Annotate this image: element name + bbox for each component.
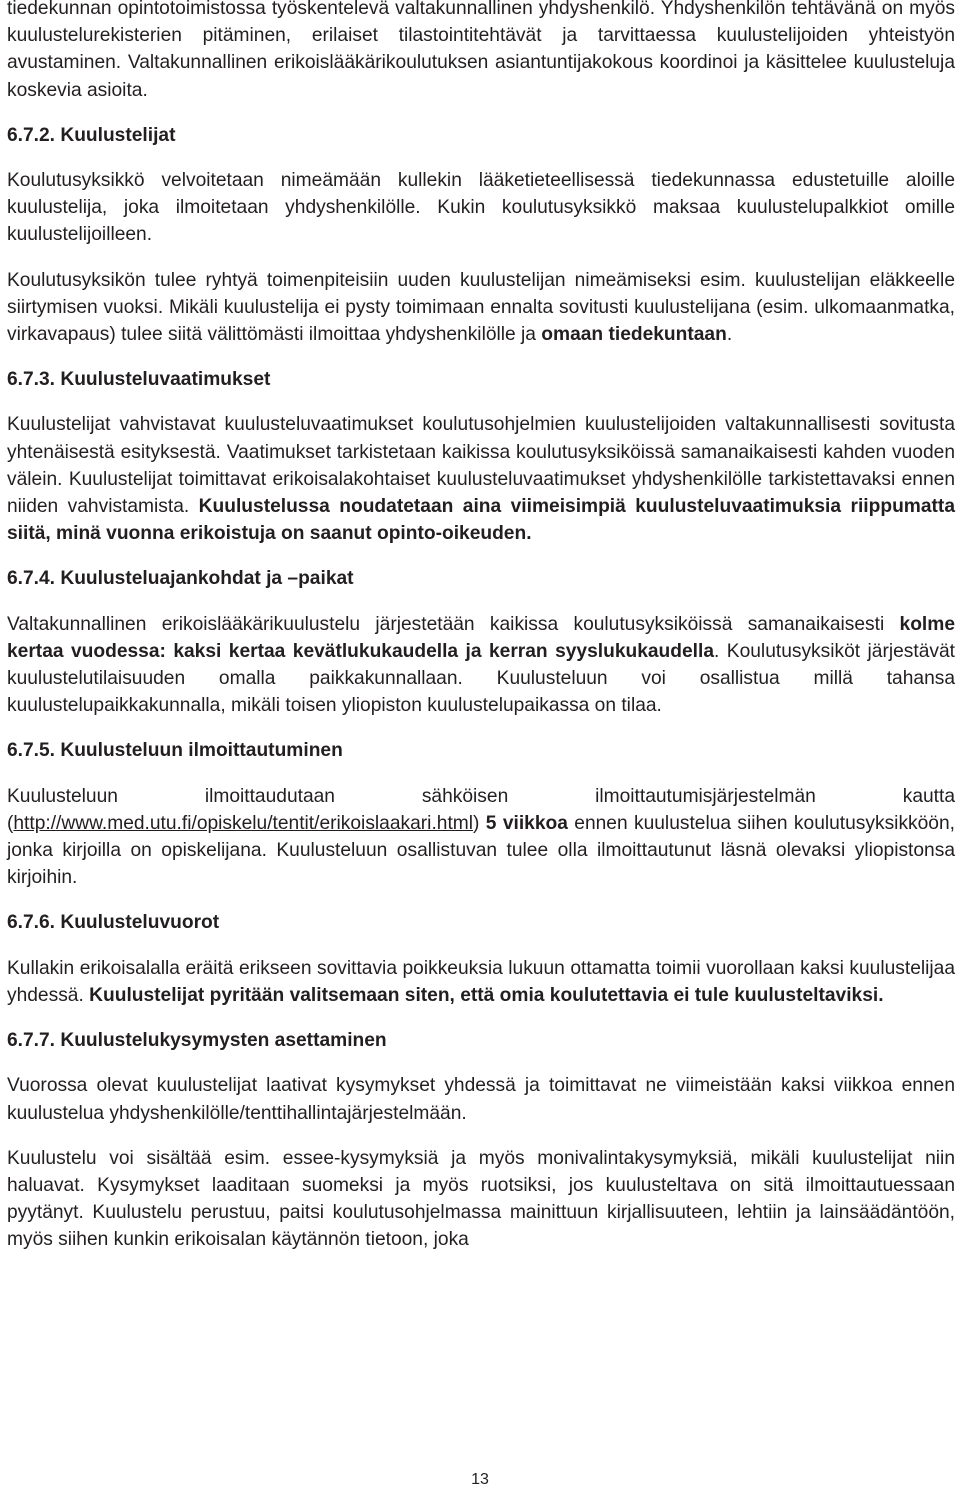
section-heading-6-7-5: 6.7.5. Kuulusteluun ilmoittautuminen: [7, 740, 343, 762]
text-span: ): [473, 812, 486, 834]
text-span: . Koulutusyksiköt järjestävät kuulustelutilaisuuden omalla paikkakunnallaan. Kuulusteluun voi osallistua millä tahansa kuulustelupaikkakunnalla, mikäli toisen yliopiston kuulustelupaikassa on tilaa.: [7, 640, 955, 717]
text-span: .: [726, 324, 733, 346]
ilmoittautuminen-paragraph: [7, 783, 955, 892]
section-heading-6-7-7: 6.7.7. Kuulustelukysymysten asettaminen: [7, 1030, 387, 1052]
vuorot-paragraph: [7, 955, 955, 1009]
intro-text: tiedekunnan opintotoimistossa työskentelevä valtakunnallinen yhdyshenkilö. Yhdyshenkilön tehtävänä on myös kuulustelurekisterien pitäminen, erilaiset tilastointitehtävät ja tarvittaessa kuulustelijoiden yhteistyön avustaminen. Valtakunnallinen erikoislääkärikoulutuksen asiantuntijakokous koordinoi ja käsittelee kuulusteluja koskevia asioita.: [7, 0, 955, 101]
text-span: Kullakin erikoisalalla eräitä erikseen sovittavia poikkeuksia lukuun ottamatta toimii vuorollaan kaksi kuulustelijaa yhdessä.: [7, 957, 955, 1006]
bold-text: Kuulustelussa noudatetaan aina viimeisimpiä kuulusteluvaatimuksia riippumatta siitä, minä vuonna erikoistuja on saanut opinto-oikeuden.: [7, 496, 955, 545]
intro-paragraph: [7, 0, 955, 104]
kysymykset-paragraph-2: Kuulustelu voi sisältää esim. essee-kysymyksiä ja myös monivalintakysymyksiä, mikäli kuulustelijat niin haluavat. Kysymykset laaditaan suomeksi ja myös ruotsiksi, jos kuulusteltava on sitä ilmoittautuessaan pyytänyt. Kuulustelu perustuu, paitsi koulutusohjelmassa mainittuun kirjallisuuteen, lehtiin ja lainsäädäntöön, myös siihen kunkin erikoisalan käytännön tietoon, joka: [7, 1147, 955, 1251]
text-span: ennen kuulustelua siihen koulutusyksikköön, jonka kirjoilla on opiskelijana. Kuulusteluun osallistuvan tulee olla ilmoittautunut läsnä olevaksi yliopistonsa kirjoihin.: [7, 812, 955, 889]
text-span: Kuulustelijat vahvistavat kuulusteluvaatimukset koulutusohjelmien kuulustelijoiden valtakunnallisesti sovitusta yhtenäisestä esityksestä. Vaatimukset tarkistetaan kaikissa koulutusyksiköissä samanaikaisesti kahden vuoden välein. Kuulustelijat toimittavat erikoisalakohtaiset kuulusteluvaatimukset yhdyshenkilölle tarkistettavaksi ennen niiden vahvistamista.: [7, 414, 955, 518]
text-span: Koulutusyksikön tulee ryhtyä toimenpiteisiin uuden kuulustelijan nimeämiseksi esim. kuulustelijan eläkkeelle siirtymisen vuoksi. Mikäli kuulustelija ei pysty toimimaan ennalta sovitusti kuulustelijana (esim. ulkomaanmatka, virkavapaus) tulee siitä välittömästi ilmoittaa yhdyshenkilölle ja: [7, 269, 955, 346]
text-span: Kuulusteluun ilmoittaudutaan sähköisen ilmoittautumisjärjestelmän kautta (: [7, 785, 955, 834]
registration-link[interactable]: http://www.med.utu.fi/opiskelu/tentit/erikoislaakari.html: [13, 812, 474, 834]
kuulustelijat-paragraph-2: [7, 267, 955, 349]
kuulustelijat-paragraph-1: Koulutusyksikkö velvoitetaan nimeämään kullekin lääketieteellisessä tiedekunnassa edustetuille aloille kuulustelija, joka ilmoitetaan yhdyshenkilölle. Kukin koulutusyksikkö maksaa kuulustelupalkkiot omille kuulustelijoilleen.: [7, 170, 955, 246]
page-number: 13: [471, 1471, 489, 1488]
section-heading-6-7-3: 6.7.3. Kuulusteluvaatimukset: [7, 369, 271, 391]
kysymykset-paragraph-1: Vuorossa olevat kuulustelijat laativat kysymykset yhdessä ja toimittavat ne viimeistään kaksi viikkoa ennen kuulustelua yhdyshenkilölle/tenttihallintajärjestelmään.: [7, 1075, 955, 1124]
bold-text: kolme kertaa vuodessa: kaksi kertaa kevätlukukaudella ja kerran syyslukukaudella: [7, 613, 955, 662]
section-heading-6-7-2: 6.7.2. Kuulustelijat: [7, 124, 176, 146]
section-heading-6-7-4: 6.7.4. Kuulusteluajankohdat ja –paikat: [7, 568, 354, 590]
ajankohdat-paragraph: [7, 611, 955, 720]
page-content: [7, 0, 955, 1254]
text-span: Valtakunnallinen erikoislääkärikuulustelu järjestetään kaikissa koulutusyksiköissä samanaikaisesti: [7, 613, 900, 635]
section-heading-6-7-6: 6.7.6. Kuulusteluvuorot: [7, 912, 220, 934]
bold-text: Kuulustelijat pyritään valitsemaan siten, että omia koulutettavia ei tule kuulusteltaviksi.: [89, 984, 884, 1006]
vaatimukset-paragraph: [7, 411, 955, 547]
bold-text: omaan tiedekuntaan: [541, 324, 727, 346]
bold-text: 5 viikkoa: [485, 812, 568, 834]
